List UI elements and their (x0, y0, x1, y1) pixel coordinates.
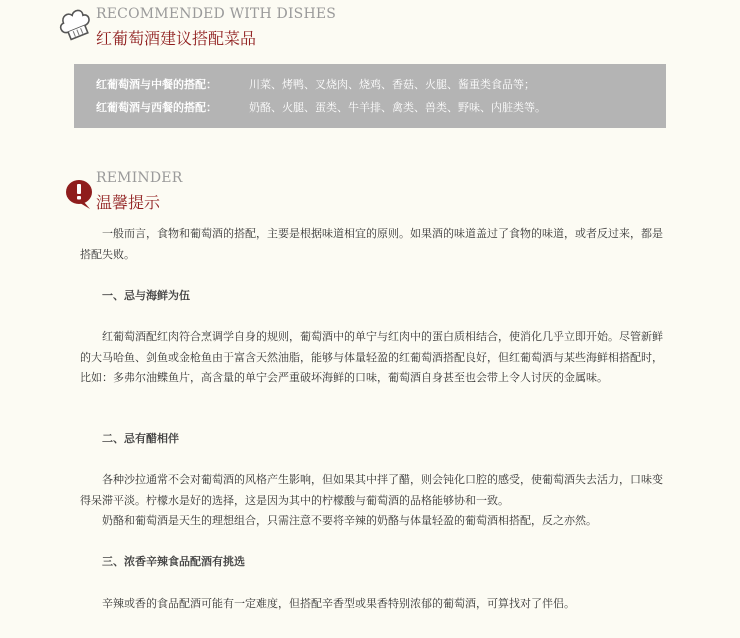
warning-icon (64, 178, 98, 212)
section-title-chinese: 红葡萄酒建议搭配菜品 (96, 29, 257, 48)
section-heading: 三、浓香辛辣食品配酒有挑选 (102, 555, 245, 568)
chef-hat-icon (56, 6, 94, 44)
pairing-row-western-food (96, 99, 546, 115)
body-paragraph: 各种沙拉通常不会对葡萄酒的风格产生影响，但如果其中拌了醋，则会钝化口腔的感受，使葡萄酒失去活力，口味变得呆滞平淡。柠檬水是好的选择，这是因为其中的柠檬酸与葡萄酒的品格能够协和一致。 (80, 473, 663, 507)
pairing-label: 红葡萄酒与中餐的搭配： (96, 78, 217, 91)
body-paragraph: 红葡萄酒配红肉符合烹调学自身的规则，葡萄酒中的单宁与红肉中的蛋白质相结合，使消化几乎立即开始。尽管新鲜的大马哈鱼、剑鱼或金枪鱼由于富含天然油脂，能够与体量轻盈的红葡萄酒搭配良好，但红葡萄酒与某些海鲜相搭配时，比如：多弗尔油鲽鱼片，高含量的单宁会严重破坏海鲜的口味，葡萄酒自身甚至也会带上令人讨厌的金属味。 (80, 330, 663, 384)
section-title-english: RECOMMENDED WITH DISHES (96, 6, 337, 22)
pairing-label: 红葡萄酒与西餐的搭配： (96, 101, 217, 114)
section-heading: 一、忌与海鲜为伍 (102, 289, 190, 302)
pairing-row-chinese-food (96, 76, 535, 92)
pairing-value: 奶酪、火腿、蛋类、牛羊排、禽类、兽类、野味、内脏类等。 (249, 101, 546, 114)
body-paragraph: 辛辣或香的食品配酒可能有一定难度，但搭配辛香型或果香特别浓郁的葡萄酒，可算找对了伴侣。 (102, 597, 575, 610)
body-paragraph: 奶酪和葡萄酒是天生的理想组合，只需注意不要将辛辣的奶酪与体量轻盈的葡萄酒相搭配，反之亦然。 (102, 514, 597, 527)
section-heading: 二、忌有醋相伴 (102, 432, 179, 445)
intro-paragraph: 一般而言，食物和葡萄酒的搭配，主要是根据味道相宜的原则。如果酒的味道盖过了食物的味道，或者反过来，都是搭配失败。 (80, 227, 663, 261)
pairing-value: 川菜、烤鸭、叉烧肉、烧鸡、香菇、火腿、酱重类食品等； (249, 78, 535, 91)
reminder-title-english: REMINDER (96, 170, 183, 186)
pairing-box (74, 64, 666, 128)
reminder-title-chinese: 温馨提示 (96, 193, 161, 212)
